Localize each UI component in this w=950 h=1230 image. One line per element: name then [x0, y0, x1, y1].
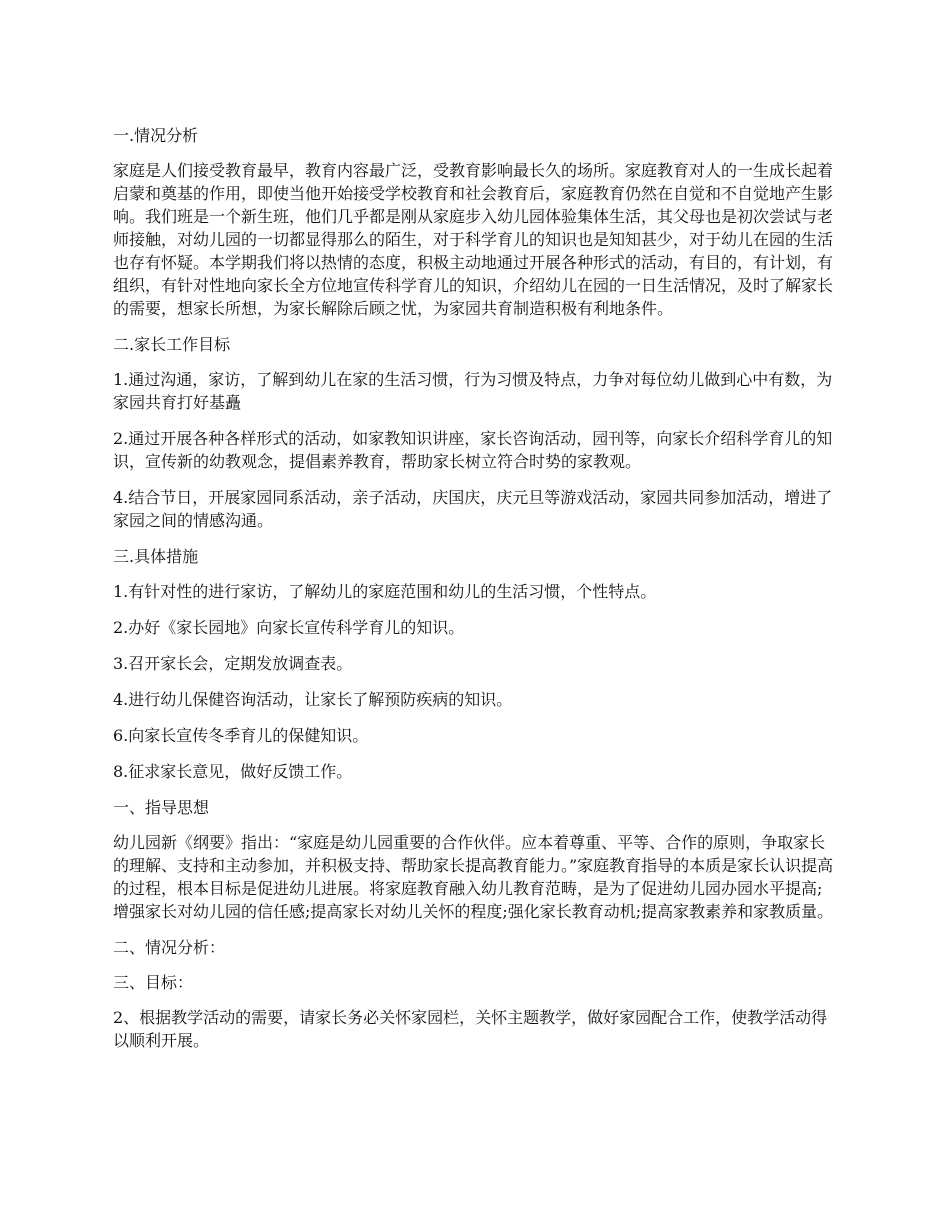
- measure-item-8: 8.征求家长意见，做好反馈工作。: [113, 762, 353, 781]
- section-heading-guiding-ideology: 一、指导思想: [113, 798, 210, 817]
- measure-item-3: 3.召开家长会，定期发放调查表。: [113, 654, 353, 673]
- measure-item-6: 6.向家长宣传冬季育儿的保健知识。: [113, 726, 369, 745]
- section-heading-objectives: 三、目标：: [113, 973, 194, 992]
- paragraph-family-education: 家庭是人们接受教育最早，教育内容最广泛，受教育影响最长久的场所。家庭教育对人的一生成长起着启蒙和奠基的作用，即使当他开始接受学校教育和社会教育后，家庭教育仍然在自觉和不自觉地产生影响。我们班是一个新生班，他们几乎都是刚从家庭步入幼儿园体验集体生活，其父母也是初次尝试与老师接触，对幼儿园的一切都显得那么的陌生，对于科学育儿的知识也是知知甚少，对于幼儿在园的生活也存有怀疑。本学期我们将以热情的态度，积极主动地通过开展各种形式的活动，有目的，有计划，有组织，有针对性地向家长全方位地宣传科学育儿的知识，介绍幼儿在园的一日生活情况，及时了解家长的需要，想家长所想，为家长解除后顾之忧，为家园共育制造积极有利地条件。: [113, 161, 834, 318]
- goal-item-2: 2.通过开展各种各样形式的活动，如家教知识讲座，家长咨询活动，园刊等，向家长介绍科学育儿的知识，宣传新的幼教观念，提倡素养教育，帮助家长树立符合时势的家教观。: [113, 429, 833, 471]
- section-heading-situation-analysis: 一.情况分析: [113, 126, 199, 145]
- section-heading-parent-work-goals: 二.家长工作目标: [113, 335, 231, 354]
- measure-item-1: 1.有针对性的进行家访，了解幼儿的家庭范围和幼儿的生活习惯，个性特点。: [113, 582, 657, 601]
- measure-item-4: 4.进行幼儿保健咨询活动，让家长了解预防疾病的知识。: [113, 690, 513, 709]
- goal-item-4: 4.结合节日，开展家园同系活动，亲子活动，庆国庆，庆元旦等游戏活动，家园共同参加活动，增进了家园之间的情感沟通。: [113, 488, 833, 530]
- paragraph-guidelines: 幼儿园新《纲要》指出：“家庭是幼儿园重要的合作伙伴。应本着尊重、平等、合作的原则，争取家长的理解、支持和主动参加，并积极支持、帮助家长提高教育能力。”家庭教育指导的本质是家长认识提高的过程，根本目标是促进幼儿进展。将家庭教育融入幼儿教育范畴，是为了促进幼儿园办园水平提高;增强家长对幼儿园的信任感;提高家长对幼儿关怀的程度;强化家长教育动机;提高家教素养和家教质量。: [113, 833, 834, 921]
- section-heading-measures: 三.具体措施: [113, 547, 199, 566]
- goal-item-1: 1.通过沟通，家访，了解到幼儿在家的生活习惯，行为习惯及特点，力争对每位幼儿做到心中有数，为家园共育打好基矗: [113, 370, 833, 412]
- section-heading-situation-analysis-2: 二、情况分析：: [113, 938, 226, 957]
- measure-item-2: 2.办好《家长园地》向家长宣传科学育儿的知识。: [113, 618, 465, 637]
- objective-item-2: 2、根据教学活动的需要，请家长务必关怀家园栏，关怀主题教学，做好家园配合工作，使教学活动得以顺利开展。: [113, 1008, 828, 1050]
- document-page: [113, 124, 837, 1065]
